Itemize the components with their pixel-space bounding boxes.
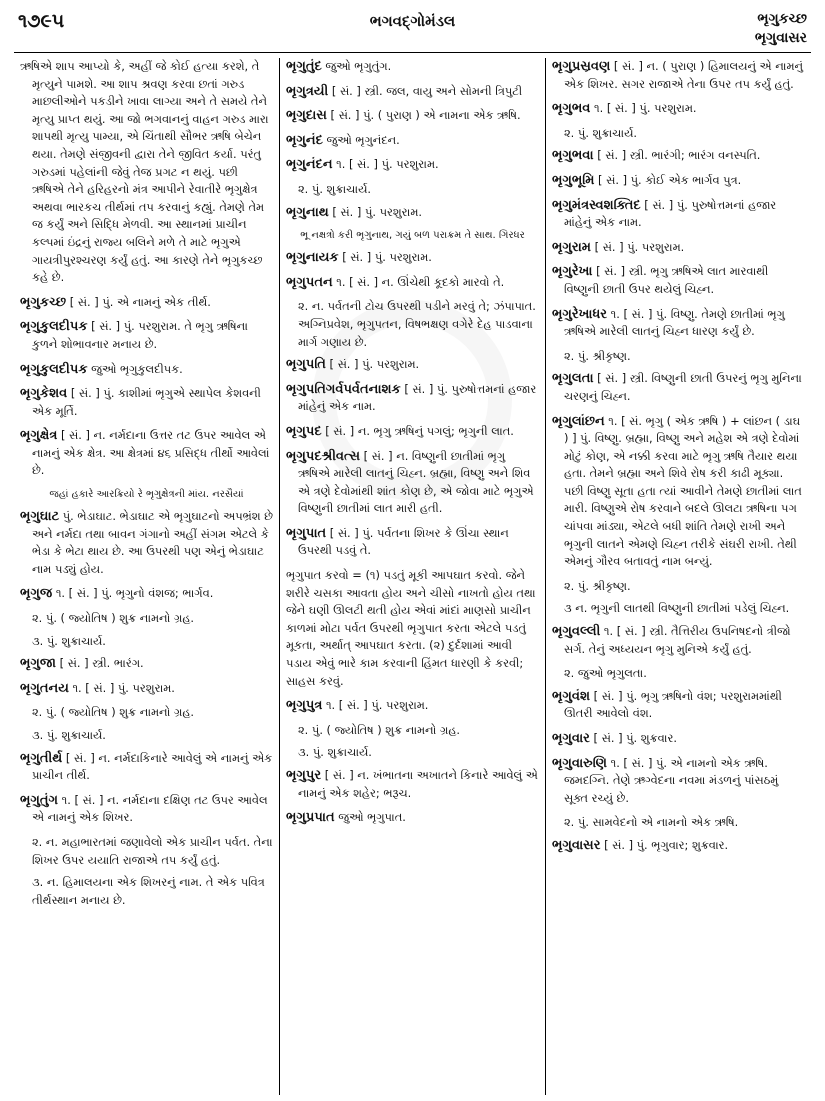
entry-text: ૨. પું. સામવેદનો એ નામનો એક ઋષિ. — [564, 815, 739, 830]
dictionary-entry — [552, 413, 805, 571]
headword: ભૃગુતુંદ — [286, 59, 322, 74]
headword: ભૃગુવાર — [552, 731, 590, 746]
sub-sense — [20, 633, 273, 651]
entry-text: [ સં. ] પું. પરશુરામ. — [594, 239, 685, 254]
entry-text: ૨. ન. પર્વતની ટોચ ઉપરથી પડીને મરવું તે; ઝંપાપાત. અગ્નિપ્રવેશ, ભૃગુપતન, વિષભક્ષણ વગેરે દેહ પાડવાના માર્ગ ગણાય છે. — [298, 299, 536, 349]
sub-sense — [286, 744, 539, 762]
entry-text: [ સં. ] સ્ત્રી. ભારંગ. — [59, 656, 144, 671]
entry-text: ૧. [ સં. ભૃગુ ( એક ઋષિ ) + લાંછન ( ડાઘ ) ] પું. વિષ્ણુ. બ્રહ્મા, વિષ્ણુ અને મહેશ એ ત્રણે દેવોમાં મોટું કોણ, એ નક્કી કરવા માટે ભૃગુ ઋષિ તૈયાર થયા હતા. તેમને બ્રહ્મા અને શિવે રોષ કરી કાઢી મૂક્યા. પછી વિષ્ણુ સૂતા હતા ત્યાં આવીને તેમણે છાતીમાં લાત મારી. વિષ્ણુએ રોષ કરવાને બદલે ઊલટા ઋષિના પગ ચાંપવા માંડ્યા, એટલે બધી શાંતિ તેમણે રાખી અને ભૃગુની લાતને એમણે ચિહ્ન તરીકે સંઘરી રાખી. તેથી એમનું ગૌરવ બતાવતું નામ બન્યું. — [564, 413, 802, 569]
entry-columns — [14, 58, 811, 1095]
entry-text: ૩. ન. હિમાલયના એક શિખરનું નામ. તે એક પવિત્ર તીર્થસ્થાન મનાય છે. — [32, 875, 265, 907]
dictionary-entry — [552, 239, 805, 257]
headword: ભૃગુકુલદીપક — [20, 319, 88, 335]
entry-text: ૧. [ સં. ] પું. પરશુરામ. — [336, 157, 439, 172]
entry-text: ભૃગુપાત કરવો = (૧) પડતું મૂકી આપઘાત કરવો. જેને શરીરે ચસકા આવતા હોય અને ચીસો નાખતો હોય તથા જેને ઘણી ઊલટી થતી હોય એવાં માંદાં માણસો પ્રાચીન કાળમાં મોટા પર્વત ઉપરથી ભૃગુપાત કરતા એટલે પડતું મૂકતા, અર્થાત્ આપઘાત કરતા. (૨) દુર્દશામાં આવી પડાય એવું ભારે કામ કરવાની હિંમત ધારણી કે કરવી; સાહસ કરવું. — [286, 568, 536, 688]
headword: ભૃગુકચ્છ — [20, 294, 67, 310]
dictionary-entry — [552, 837, 805, 855]
dictionary-entry — [286, 83, 539, 101]
headword: ભૃગુપ્રસ્રવણ — [552, 59, 611, 74]
dictionary-entry — [552, 755, 805, 808]
entry-text: [ સં. ] પું. કાશીમાં ભૃગુએ સ્થાપેલ કેશવની એક મૂર્તિ. — [32, 386, 261, 418]
entry-text: [ સં. ] સ્ત્રી. વિષ્ણુની છાતી ઉપરનું ભૃગુ મુનિના ચરણનું ચિહ્ન. — [564, 371, 802, 403]
entry-text: [ સં. ] ન. ખંભાતના અખાતને કિનારે આવેલું એ નામનું એક શહેર; ભરૂચ. — [298, 768, 538, 800]
entry-text: [ સં. ] પું. પર્વતના શિખર કે ઊંચા સ્થાન ઉપરથી પડવું તે. — [298, 525, 509, 558]
headword: ભૃગુપતિ — [286, 357, 326, 373]
headword: ભૃગુજ — [20, 586, 53, 602]
entry-text: જુઓ ભૃગુતુંગ. — [325, 59, 392, 73]
dictionary-entry — [286, 423, 539, 441]
entry-text: ભૂ નક્ષત્રો કરી ભૃગુનાથ, ગયું બળ પરાક્રમ તે સાથ. ગિરધર — [300, 230, 525, 242]
sub-sense — [20, 834, 273, 869]
entry-text: [ સં. ] સ્ત્રી. ભૃગુ ઋષિએ લાત મારવાથી વિષ્ણુની છાતી ઉપર થયેલું ચિહ્ન. — [564, 264, 769, 296]
sub-sense — [552, 578, 805, 596]
entry-text: [ સં. ] પું. પરશુરામ. — [342, 250, 432, 265]
sub-sense — [20, 874, 273, 909]
entry-text: ૧. [ સં. ] ન. ઊંચેથી કૂદકો મારવો તે. — [336, 274, 505, 289]
entry-text: [ સં. ] પું. ભૃગુવાર; શુક્રવાર. — [604, 837, 729, 852]
headword: ભૃગુપતન — [286, 274, 333, 290]
headword: ભૃગુતીર્થ — [20, 750, 63, 766]
entry-text: [ સં. ] ન. વિષ્ણુની છાતીમાં ભૃગુ ઋષિએ મારેલી લાતનું ચિહ્ન. બ્રહ્મા, વિષ્ણુ અને શિવ એ ત્રણે દેવોમાંથી શાંત કોણ છે, એ જોવા માટે ભૃગુએ વિષ્ણુની છાતીમાં લાત મારી હતી. — [298, 448, 534, 516]
sub-sense — [286, 181, 539, 199]
dictionary-entry — [286, 697, 539, 715]
entry-text: જુઓ ભૃગુનંદન. — [326, 132, 400, 147]
dictionary-entry — [552, 306, 805, 341]
dictionary-entry — [20, 655, 273, 673]
page-header — [14, 6, 811, 50]
entry-text: ૧. [ સં. ] પું. પરશુરામ. — [325, 698, 429, 713]
dictionary-entry — [20, 385, 273, 420]
headword: ભૃગુનાથ — [286, 204, 329, 220]
entry-text: ૩. પું. શુક્રાચાર્ય. — [32, 728, 106, 742]
entry-text: [ સં. ] પું. પરશુરામ. — [329, 357, 420, 372]
page-number: ૧૭૯૫ — [18, 10, 65, 32]
sub-sense — [552, 125, 805, 143]
entry-text: ૧. [ સં. ] પું. પરશુરામ. — [72, 680, 175, 695]
dictionary-entry — [286, 156, 539, 174]
column-2 — [279, 58, 545, 1095]
dictionary-entry — [286, 132, 539, 150]
dictionary-entry — [20, 318, 273, 353]
entry-text: ૨. પું. ( જ્યોતિષ ) શુક્ર નામનો ગ્રહ. — [32, 611, 195, 626]
headword: ભૃગુલાંછન — [552, 413, 605, 429]
entry-text: જુઓ ભૃગુકુલદીપક. — [91, 361, 183, 376]
entry-text: [ સં. ] ન. નર્મદાના ઉત્તર તટ ઉપર આવેલ એ નામનું એક ક્ષેત્ર. આ ક્ષેત્રમાં ૪૬ પ્રસિદ્ધ તીર્થો આવેલાં છે. — [32, 428, 270, 478]
dictionary-entry — [552, 58, 805, 93]
headword: ભૃગુપાત — [286, 525, 327, 541]
entry-text: [ સં. ] પું. પુરુષોત્તમનાં હજાર માંહેનું એક નામ. — [298, 381, 537, 414]
entry-text: [ સં. ] પું. કોઈ એક ભાર્ગવ પુત્ર. — [598, 172, 742, 187]
entry-text: ૨. પું. શ્રીકૃષ્ણ. — [564, 348, 631, 363]
dictionary-entry — [552, 172, 805, 190]
page-title: ભગવદ્ગોમંડલ — [369, 12, 456, 30]
entry-text: ૧. [ સં. ] પું. વિષ્ણુ. તેમણે છાતીમાં ભૃગુ ઋષિએ મારેલી લાતનું ચિહ્ન ધારણ કર્યું છે. — [564, 306, 785, 339]
dictionary-entry — [286, 249, 539, 267]
column-1 — [14, 58, 279, 1095]
dictionary-entry — [286, 107, 539, 125]
entry-text: ૨. પું. શ્રીકૃષ્ણ. — [564, 578, 631, 593]
entry-text: [ સં. ] પું. પુરુષોત્તમનાં હજાર માંહેનું એક નામ. — [564, 197, 777, 230]
sub-sense — [552, 600, 805, 618]
entry-text: ૩ ન. ભૃગુની લાતથી વિષ્ણુની છાતીમાં પડેલું ચિહ્ન. — [564, 601, 790, 616]
entry-text: ૨. પું. ( જ્યોતિષ ) શુક્ર નામનો ગ્રહ. — [298, 722, 461, 737]
entry-text: ૨. ન. મહાભારતમાં જણાવેલો એક પ્રાચીન પર્વત. તેના શિખર ઉપર યયાતિ રાજાએ તપ કર્યું હતું. — [32, 834, 273, 867]
headword: ભૃગુવલ્લી — [552, 624, 601, 640]
dictionary-entry — [286, 767, 539, 802]
dictionary-entry — [552, 688, 805, 723]
entry-text: પું. ભેડાઘાટ. ભેડાઘાટ એ ભૃગુઘાટનો અપભ્રંશ છે અને નર્મદા તથા બાવન ગંગાનો અહીં સંગમ એટલે કે ભેડા કે ભેટા થાય છે. આ ઉપરથી પણ એનું ભેડાઘાટ નામ પડ્યું હોય. — [32, 509, 273, 576]
entry-text: [ સં. ] પું. પરશુરામ. તે ભૃગુ ઋષિના કુળને શોભાવનાર મનાય છે. — [32, 319, 248, 351]
headword: ભૃગુઘાટ — [20, 509, 60, 525]
headword: ભૃગુમંત્રસ્વશક્તિદ — [552, 197, 641, 213]
dictionary-entry — [552, 730, 805, 748]
entry-text: જુઓ ભૃગુપાત. — [338, 810, 406, 825]
sub-sense — [20, 704, 273, 722]
guide-word-first: ભૃગુકચ્છ — [757, 11, 807, 27]
headword: ભૃગુભવ — [552, 101, 591, 117]
dictionary-entry — [20, 680, 273, 698]
dictionary-entry — [552, 263, 805, 298]
dictionary-entry — [286, 525, 539, 560]
dictionary-entry — [20, 792, 273, 827]
entry-text: ૧. [ સં. ] પું. પરશુરામ. — [594, 101, 697, 116]
entry-text: ૧. [ સં. ] સ્ત્રી. તૈત્તિરીય ઉપનિષદનો ત્રીજો સર્ગ. તેનું અધ્યયન ભૃગુ મુનિએ કર્યું હતું. — [564, 624, 791, 656]
dictionary-entry — [286, 204, 539, 222]
header-rule — [14, 52, 811, 53]
entry-text: [ સં. ] સ્ત્રી. ભારંગી; ભારંગ વનસ્પતિ. — [597, 148, 761, 163]
entry-text: [ સં. ] ન. ( પુરાણ ) હિમાલયનું એ નામનું એક શિખર. સગર રાજાએ તેના ઉપર તપ કર્યું હતું. — [564, 59, 803, 91]
sub-sense — [20, 727, 273, 745]
headword: ભૃગુરામ — [552, 239, 591, 255]
entry-text: ૩. પું. શુક્રાચાર્ય. — [298, 745, 372, 760]
dictionary-entry — [20, 361, 273, 379]
entry-text: ૨. જુઓ ભૃગુલતા. — [564, 666, 647, 681]
headword: ભૃગુભવા — [552, 148, 594, 164]
headword: ભૃગુકુલદીપક — [20, 361, 88, 377]
dictionary-entry — [552, 100, 805, 118]
dictionary-entry — [20, 427, 273, 480]
dictionary-entry — [286, 356, 539, 374]
dictionary-entry — [20, 58, 273, 287]
headword: ભૃગુતનય — [20, 680, 69, 696]
headword: ભૃગુત્રયી — [286, 83, 329, 99]
entry-text: ૨. પું. શુક્રાચાર્ય. — [298, 181, 372, 196]
sub-sense — [552, 665, 805, 683]
entry-text: [ સં. ] પું. પરશુરામ. — [332, 204, 422, 219]
headword: ભૃગુદાસ — [286, 108, 327, 124]
dictionary-entry — [286, 381, 539, 416]
entry-text: ૩. પું. શુક્રાચાર્ય. — [32, 633, 106, 648]
entry-text: [ સં. ] પું. ( પુરાણ ) એ નામના એક ઋષિ. — [330, 108, 521, 123]
headword: ભૃગુલતા — [552, 371, 594, 387]
headword: ભૃગુનંદન — [286, 157, 333, 173]
headword: ભૃગુવંશ — [552, 688, 591, 704]
headword: ભૃગુપ્રપાત — [286, 810, 335, 826]
sub-sense — [286, 298, 539, 351]
entry-text: ૧. [ સં. ] પું. ભૃગુનો વંશજ; ભાર્ગવ. — [55, 586, 214, 601]
entry-text: ૧. [ સં. ] પું. એ નામનો એક ઋષિ. જમદગ્નિ. તેણે ઋગ્વેદના નવમા મંડળનું પાંસઠમું સૂક્ત રચ્યું છે. — [564, 755, 779, 805]
entry-text: ઋષિએ શાપ આપ્યો કે, અહીં જે કોઈ હત્યા કરશે, તે મૃત્યુને પામશે. આ શાપ શ્રવણ કરવા છતાં ગરુડ માછલીઓને પકડીને ખાવા લાગ્યા અને તે સમયે તેને મૃત્યુ પ્રાપ્ત થયું. આ જો ભગવાનનું વાહન ગરુડ મારા શાપથી મૃત્યુ પામ્યા, એ ચિંતાથી સૌભર ઋષિ બેચેન થયા. તેમણે સંજીવની દ્વારા તેને જીવિત કર્યા. પરંતુ ગરુડમાં પહેલાંની જેવું તેજ પ્રગટ ન થયું. પછી ઋષિએ તેને હરિહરનો મંત્ર આપીને રેવાતીરે ભૃગુક્ષેત્ર અથવા ભારકચ તીર્થમાં તપ કરવાનું કહ્યું. તેમણે તેમ જ કર્યું અને સિદ્ધિ મેળવી. આ સ્થાનમાં પ્રાચીન કલ્પમાં ઇંદ્રનું રાજ્ય બલિને મળે તે માટે ભૃગુએ ગાયત્રીપુરશ્ચરણ કર્યું હતું. આ કારણે તેને ભૃગુકચ્છ કહે છે. — [20, 59, 269, 285]
headword: ભૃગુભૂમિ — [552, 172, 595, 188]
entry-text: ૧. [ સં. ] ન. નર્મદાના દક્ષિણ તટ ઉપર આવેલ એ નામનું એક શિખર. — [32, 792, 268, 825]
headword: ભૃગુકેશવ — [20, 386, 68, 402]
sub-sense — [552, 814, 805, 832]
dictionary-entry — [552, 147, 805, 165]
headword: ભૃગુવારુણિ — [552, 755, 607, 771]
headword: ભૃગુરેખા — [552, 264, 593, 280]
headword: ભૃગુજા — [20, 656, 56, 672]
headword: ભૃગુતુંગ — [20, 792, 58, 808]
column-3 — [545, 58, 811, 1095]
entry-continuation — [286, 567, 539, 690]
headword: ભૃગુપતિગર્વપર્વતનાશક — [286, 381, 401, 397]
entry-text: [ સં. ] ન. નર્મદાકિનારે આવેલું એ નામનું એક પ્રાચીન તીર્થ. — [32, 750, 273, 783]
entry-text: [ સં. ] પું. ભૃગુ ઋષિનો વંશ; પરશુરામમાંથી ઊતરી આવેલો વંશ. — [564, 688, 782, 721]
quotation — [286, 228, 539, 243]
dictionary-entry — [286, 58, 539, 76]
entry-text: ૨. પું. શુક્રાચાર્ય. — [564, 125, 638, 140]
entry-text: ૨. પું. ( જ્યોતિષ ) શુક્ર નામનો ગ્રહ. — [32, 705, 195, 720]
guide-words — [755, 10, 807, 48]
dictionary-entry — [552, 370, 805, 405]
headword: ભૃગુરેખાધર — [552, 306, 608, 322]
sub-sense — [286, 722, 539, 740]
dictionary-entry — [286, 274, 539, 292]
dictionary-entry — [552, 623, 805, 658]
guide-word-last: ભૃગુવાસર — [754, 30, 807, 46]
headword: ભૃગુપદશ્રીવત્સ — [286, 448, 360, 464]
quotation — [20, 487, 273, 502]
dictionary-entry — [20, 294, 273, 312]
dictionary-entry — [286, 448, 539, 518]
dictionary-entry — [286, 809, 539, 827]
dictionary-entry — [20, 508, 273, 578]
dictionary-entry — [552, 197, 805, 232]
sub-sense — [552, 348, 805, 366]
entry-text: [ સં. ] પું. એ નામનું એક તીર્થ. — [69, 294, 211, 309]
sub-sense — [20, 610, 273, 628]
headword: ભૃગુનાયક — [286, 250, 339, 266]
headword: ભૃગુપદ — [286, 423, 322, 439]
headword: ભૃગુક્ષેત્ર — [20, 428, 58, 444]
headword: ભૃગુનંદ — [286, 132, 323, 148]
dictionary-entry — [20, 585, 273, 603]
entry-text: [ સં. ] ન. ભૃગુ ઋષિનું પગલું; ભૃગુની લાત. — [325, 423, 514, 438]
headword: ભૃગુપુત્ર — [286, 698, 323, 714]
headword: ભૃગુવાસર — [552, 837, 601, 853]
dictionary-entry — [20, 750, 273, 785]
entry-text: જહાં હકારે આરક્રિયો રે ભૃગુક્ષેત્રની માંય. નરસૈયાં — [49, 489, 244, 501]
entry-text: [ સં. ] સ્ત્રી. જલ, વાયુ અને સોમની ત્રિપુટી — [331, 83, 523, 98]
headword: ભૃગુપુર — [286, 768, 322, 783]
entry-text: [ સં. ] પું. શુક્રવાર. — [593, 731, 677, 745]
